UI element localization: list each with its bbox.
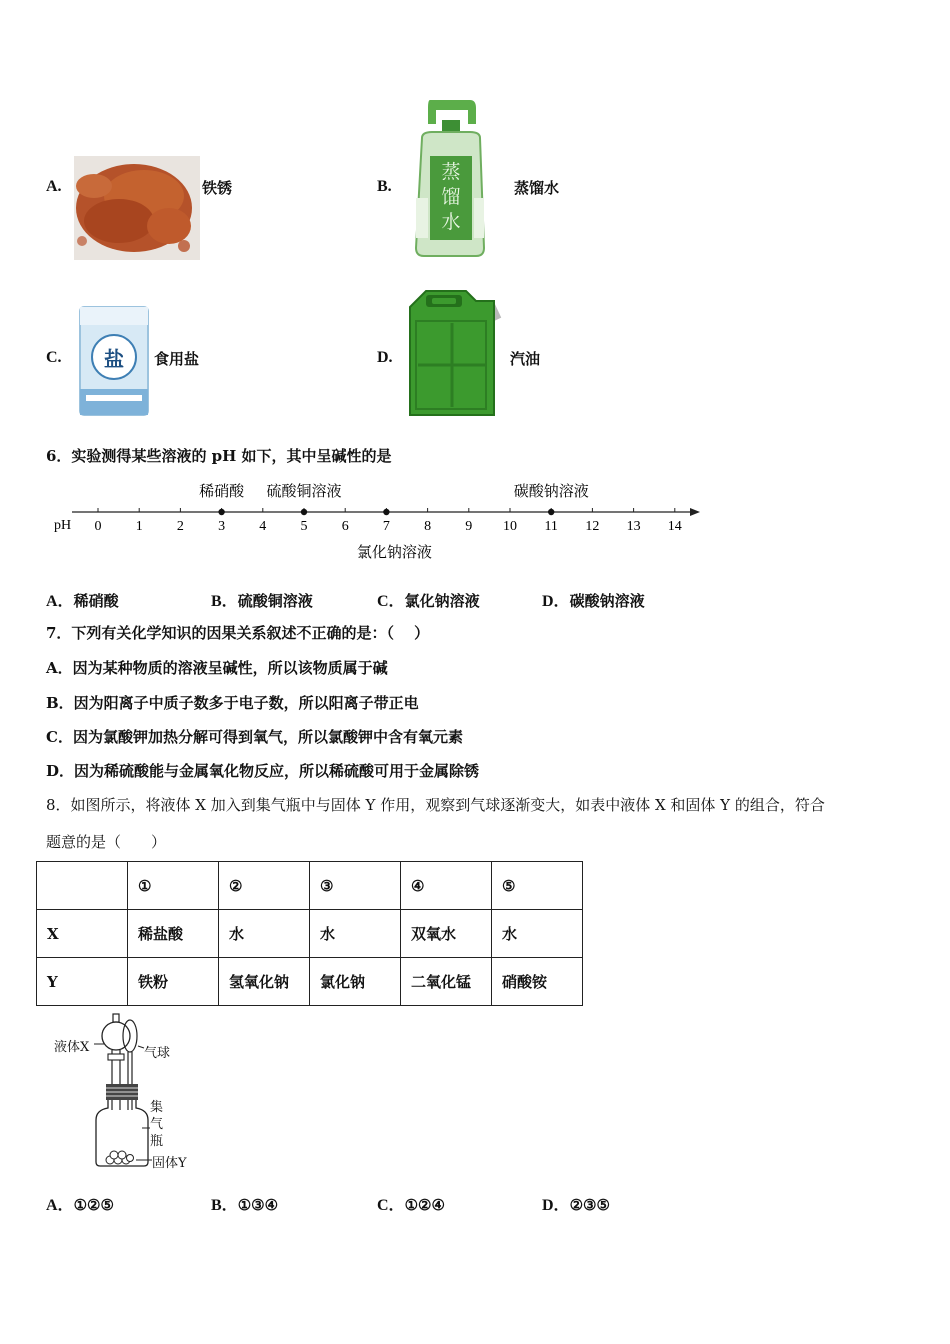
table-cell: 二氧化锰 bbox=[401, 958, 492, 1006]
ph-tick-label: 7 bbox=[382, 519, 390, 534]
table-cell: 水 bbox=[492, 910, 583, 958]
ph-solution-label: 硫酸铜溶液 bbox=[266, 482, 342, 500]
ph-tick-label: 1 bbox=[135, 519, 143, 534]
table-cell: 氯化钠 bbox=[310, 958, 401, 1006]
q6-option-b[interactable] bbox=[211, 588, 313, 611]
ph-tick-label: 3 bbox=[218, 519, 226, 534]
diagram-label-bottle-1: 集 bbox=[150, 1100, 164, 1115]
table-cell: 水 bbox=[310, 910, 401, 958]
rust-powder-image bbox=[74, 156, 200, 260]
gas-can-image bbox=[404, 287, 502, 419]
diagram-label-bottle-3: 瓶 bbox=[150, 1134, 164, 1149]
ph-tick-label: 13 bbox=[626, 519, 641, 534]
table-cell: Y bbox=[37, 958, 128, 1006]
table-row bbox=[37, 862, 583, 910]
q5-option-b-text: 蒸馏水 bbox=[514, 179, 560, 197]
q6-option-d[interactable] bbox=[542, 588, 645, 611]
q5-option-a-text: 铁锈 bbox=[202, 179, 233, 197]
table-cell: ④ bbox=[401, 862, 492, 910]
table-cell bbox=[37, 862, 128, 910]
q7-option-b[interactable]: B．因为阳离子中质子数多于电子数，所以阳离子带正电 bbox=[46, 694, 419, 712]
ph-axis-arrow bbox=[690, 508, 700, 516]
table-cell: 稀盐酸 bbox=[128, 910, 219, 958]
q8-option-d-letter: D． bbox=[542, 1197, 570, 1214]
table-cell: ③ bbox=[310, 862, 401, 910]
q8-option-b-text: ①③④ bbox=[237, 1196, 279, 1214]
ph-solution-label: 氯化钠溶液 bbox=[356, 543, 432, 561]
table-row bbox=[37, 910, 583, 958]
ph-point bbox=[548, 509, 554, 515]
table-cell: 氢氧化钠 bbox=[219, 958, 310, 1006]
q6-option-d-text: 碳酸钠溶液 bbox=[569, 592, 645, 610]
q8-option-a-text: ①②⑤ bbox=[73, 1196, 114, 1214]
q5-option-c-letter: C. bbox=[46, 349, 62, 366]
ph-tick-label: 12 bbox=[585, 519, 600, 534]
ph-tick-label: 2 bbox=[176, 519, 184, 534]
q7-option-a[interactable]: A．因为某种物质的溶液呈碱性，所以该物质属于碱 bbox=[46, 659, 388, 677]
q6-stem: 6．实验测得某些溶液的 pH 如下，其中呈碱性的是 bbox=[46, 447, 392, 465]
q8-option-c-letter: C． bbox=[377, 1197, 405, 1214]
q8-option-d[interactable] bbox=[542, 1192, 610, 1215]
q8-table bbox=[36, 861, 583, 1006]
ph-point bbox=[301, 509, 307, 515]
diagram-label-bottle-2: 气 bbox=[150, 1117, 164, 1132]
table-cell: 水 bbox=[219, 910, 310, 958]
table-cell: X bbox=[37, 910, 128, 958]
q8-option-b-letter: B． bbox=[211, 1197, 238, 1214]
ph-tick-label: 6 bbox=[341, 519, 349, 534]
q5-option-d-letter: D. bbox=[377, 349, 393, 366]
ph-solution-label: 稀硝酸 bbox=[199, 482, 245, 500]
q6-option-c-letter: C． bbox=[377, 593, 405, 610]
q7-stem: 7．下列有关化学知识的因果关系叙述不正确的是：（ ） bbox=[46, 624, 430, 642]
q6-option-a-letter: A． bbox=[46, 593, 74, 610]
table-row bbox=[37, 958, 583, 1006]
q8-option-a[interactable] bbox=[46, 1192, 114, 1215]
ph-tick-label: 9 bbox=[465, 519, 473, 534]
q6-option-c-text: 氯化钠溶液 bbox=[404, 592, 480, 610]
ph-axis-svg bbox=[50, 476, 710, 566]
table-cell: 双氧水 bbox=[401, 910, 492, 958]
water-bottle-image bbox=[410, 98, 492, 258]
ph-number-line bbox=[50, 476, 710, 566]
q6-option-d-letter: D． bbox=[542, 593, 570, 610]
ph-axis-label: pH bbox=[54, 518, 72, 533]
ph-tick-label: 5 bbox=[300, 519, 308, 534]
q5-option-d-text: 汽油 bbox=[510, 350, 541, 368]
ph-solution-label: 碳酸钠溶液 bbox=[513, 482, 589, 500]
q6-option-a-text: 稀硝酸 bbox=[73, 592, 119, 610]
q8-option-b[interactable] bbox=[211, 1192, 278, 1215]
table-cell: ② bbox=[219, 862, 310, 910]
q6-option-b-text: 硫酸铜溶液 bbox=[237, 592, 313, 610]
q6-option-b-letter: B． bbox=[211, 593, 238, 610]
table-cell: 铁粉 bbox=[128, 958, 219, 1006]
q8-option-c-text: ①②④ bbox=[404, 1196, 445, 1214]
ph-point bbox=[383, 509, 389, 515]
q8-option-d-text: ②③⑤ bbox=[569, 1196, 610, 1214]
ph-tick-label: 8 bbox=[424, 519, 432, 534]
q5-option-a-letter: A. bbox=[46, 178, 62, 195]
q8-option-c[interactable] bbox=[377, 1192, 445, 1215]
salt-bag-label: 盐 bbox=[104, 347, 124, 371]
q7-option-d[interactable]: D．因为稀硫酸能与金属氧化物反应，所以稀硫酸可用于金属除锈 bbox=[46, 762, 480, 780]
q5-option-c-text: 食用盐 bbox=[154, 350, 200, 368]
q8-option-a-letter: A． bbox=[46, 1197, 74, 1214]
table-cell: ① bbox=[128, 862, 219, 910]
bottle-label: 蒸馏水 bbox=[441, 161, 461, 233]
ph-tick-label: 10 bbox=[503, 519, 517, 534]
q7-option-c[interactable]: C．因为氯酸钾加热分解可得到氧气，所以氯酸钾中含有氧元素 bbox=[46, 728, 463, 746]
gas-bottle-apparatus-diagram bbox=[52, 1010, 202, 1172]
ph-point bbox=[218, 509, 224, 515]
ph-tick-label: 0 bbox=[94, 519, 102, 534]
diagram-label-balloon: 气球 bbox=[144, 1046, 171, 1061]
diagram-label-solid: 固体Y bbox=[152, 1156, 187, 1171]
q5-option-b-letter: B. bbox=[377, 178, 392, 195]
q8-stem-line2: 题意的是（ ） bbox=[46, 833, 167, 851]
ph-tick-label: 11 bbox=[544, 519, 558, 534]
table-cell: ⑤ bbox=[492, 862, 583, 910]
q6-option-a[interactable] bbox=[46, 588, 119, 611]
salt-bag-image bbox=[78, 305, 150, 417]
ph-tick-label: 4 bbox=[259, 519, 267, 534]
q8-stem-line1: 8．如图所示，将液体 X 加入到集气瓶中与固体 Y 作用，观察到气球逐渐变大，如表中液体 X 和固体 Y 的组合，符合 bbox=[46, 796, 825, 814]
ph-tick-label: 14 bbox=[667, 519, 682, 534]
table-cell: 硝酸铵 bbox=[492, 958, 583, 1006]
diagram-label-liquid: 液体X bbox=[54, 1040, 90, 1055]
q6-option-c[interactable] bbox=[377, 588, 480, 611]
